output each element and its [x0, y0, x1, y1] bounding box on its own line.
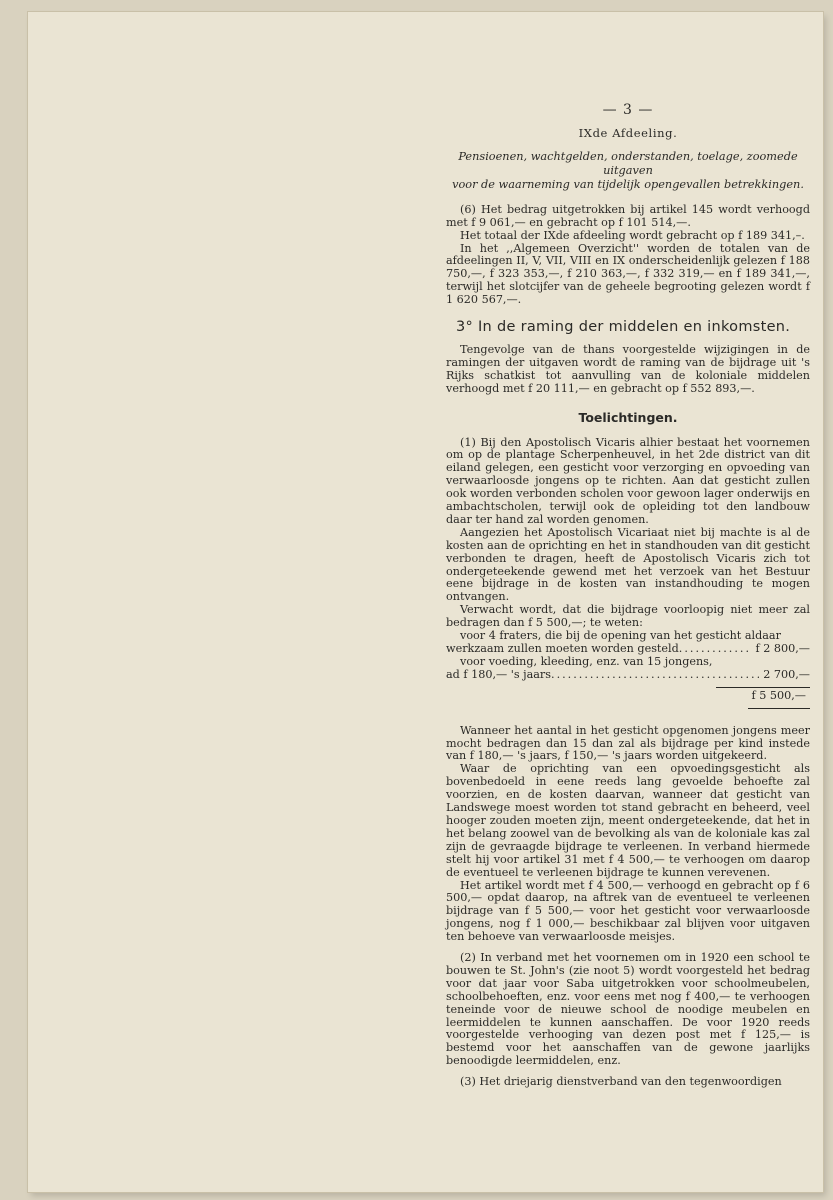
document-page: [28, 12, 823, 1192]
total-rule: [716, 687, 810, 688]
subtitle-line: Pensioenen, wachtgelden, onderstanden, toelage, zoomede uitgaven: [458, 149, 798, 177]
subtitle-line: voor de waarneming van tijdelijk opengevallen betrekkingen.: [452, 177, 804, 191]
cost-item-text: voor 4 fraters, die bij de opening van het gesticht aldaar: [460, 629, 781, 643]
paragraph: (3) Het driejarig dienstverband van den tegenwoordigen: [460, 1075, 782, 1089]
paragraph: In het ,,Algemeen Overzicht'' worden de totalen van de afdeelingen II, V, VII, VIII en IX onderscheidenlijk gelezen f 188 750,—, f 323 353,—, f 210 363,—, f 332 319,— en f 189 341,—, terwijl het slotcijfer van de geheele begrooting gelezen wordt f 1 620 567,—.: [446, 241, 810, 307]
section-title: IXde Afdeeling.: [578, 125, 678, 140]
paragraph: (2) In verband met het voornemen om in 1920 een school te bouwen te St. John's (zie noot 5) wordt voorgesteld het bedrag voor dat jaar voor Saba uitgetrokken voor schoolmeubelen, schoolbehoeften, enz. voor eens met nog f 400,— te verhoogen teneinde voor de nieuwe school de noodige meubelen en leermiddelen te kunnen aanschaffen. De voor 1920 reeds voorgestelde verhooging van dezen post met f 125,— is bestemd voor het aanschaffen van de gewone jaarlijks benoodigde leermiddelen, enz.: [446, 951, 810, 1068]
paragraph: (6) Het bedrag uitgetrokken bij artikel 145 wordt verhoogd met f 9 061,— en gebracht op f 101 514,—.: [446, 202, 810, 229]
section-subtitle: [446, 150, 810, 192]
text-column: [446, 104, 810, 1089]
paragraph: (1) Bij den Apostolisch Vicaris alhier bestaat het voornemen om op de plantage Scherpenheuvel, in het 2de district van dit eiland gelegen, een gesticht voor verzorging en opvoeding van verwaarloosde jongens op te richten. Aan dat gesticht zullen ook worden verbonden scholen voor gewoon lager onderwijs en ambachtscholen, terwijl ook de opleiding tot den landbouw daar ter hand zal worden genomen.: [446, 435, 810, 526]
dot-leader: [679, 643, 752, 656]
cost-item-amount: f 2 800,—: [755, 642, 810, 655]
paragraph: Wanneer het aantal in het gesticht opgenomen jongens meer mocht bedragen dan 15 dan zal als bijdrage per kind instede van f 180,— 's jaars, f 150,— 's jaars worden uitgekeerd.: [446, 723, 810, 763]
paragraph: Het artikel wordt met f 4 500,— verhoogd en gebracht op f 6 500,— opdat daarop, na aftrek van de eventueel te verleenen bijdrage van f 5 500,— voor het gesticht voor verwaarloosde jongens, nog f 1 000,— beschikbaar zal blijven voor uitgaven ten behoeve van verwaarloosde meisjes.: [446, 878, 810, 944]
paragraph: Aangezien het Apostolisch Vicariaat niet bij machte is al de kosten aan de oprichting en het in standhouden van dit gesticht verbonden te dragen, heeft de Apostolisch Vicaris zich tot ondergeteekende gewend met het verzoek van het Bestuur eene bijdrage in de kosten van instandhouding te mogen ontvangen.: [446, 525, 810, 604]
paragraph: Waar de oprichting van een opvoedingsgesticht als bovenbedoeld in eene reeds lang gevoelde behoefte zal voorzien, en de kosten daarvan, wanneer dat gesticht van Landswege moest worden tot stand gebracht en beheerd, veel hooger zouden moeten zijn, meent ondergeteekende, dat het in het belang zoowel van de bevolking als van de koloniale kas zal zijn de gevraagde bijdrage te verleenen. In verband hiermede stelt hij voor artikel 31 met f 4 500,— te verhoogen om daarop de eventueel te verleenen bijdrage te kunnen verevenen.: [446, 762, 810, 879]
cost-item-text: voor voeding, kleeding, enz. van 15 jongens,: [460, 654, 713, 668]
cost-item-row: [446, 669, 810, 682]
cost-item-label: werkzaam zullen moeten worden gesteld: [446, 642, 679, 655]
cost-item-row: [446, 643, 810, 656]
cost-total: f 5 500,—: [751, 688, 806, 702]
total-underline: [748, 708, 810, 709]
dot-leader: [551, 669, 759, 682]
cost-item-amount: 2 700,—: [763, 667, 810, 681]
page-number: — 3 —: [602, 102, 654, 118]
paragraph: Verwacht wordt, dat die bijdrage voorloopig niet meer zal bedragen dan f 5 500,—; te weten:: [446, 603, 810, 630]
cost-item-label: ad f 180,— 's jaars: [446, 667, 552, 681]
heading-toelichtingen: Toelichtingen.: [578, 409, 678, 425]
paragraph: Tengevolge van de thans voorgestelde wijzigingen in de ramingen der uitgaven wordt de raming van de bijdrage uit 's Rijks schatkist tot aanvulling van de koloniale middelen verhoogd met f 20 111,— en gebracht op f 552 893,—.: [446, 342, 810, 395]
heading-raming: 3° In de raming der middelen en inkomsten.: [456, 319, 791, 336]
paragraph: Het totaal der IXde afdeeling wordt gebracht op f 189 341,–.: [460, 228, 805, 242]
